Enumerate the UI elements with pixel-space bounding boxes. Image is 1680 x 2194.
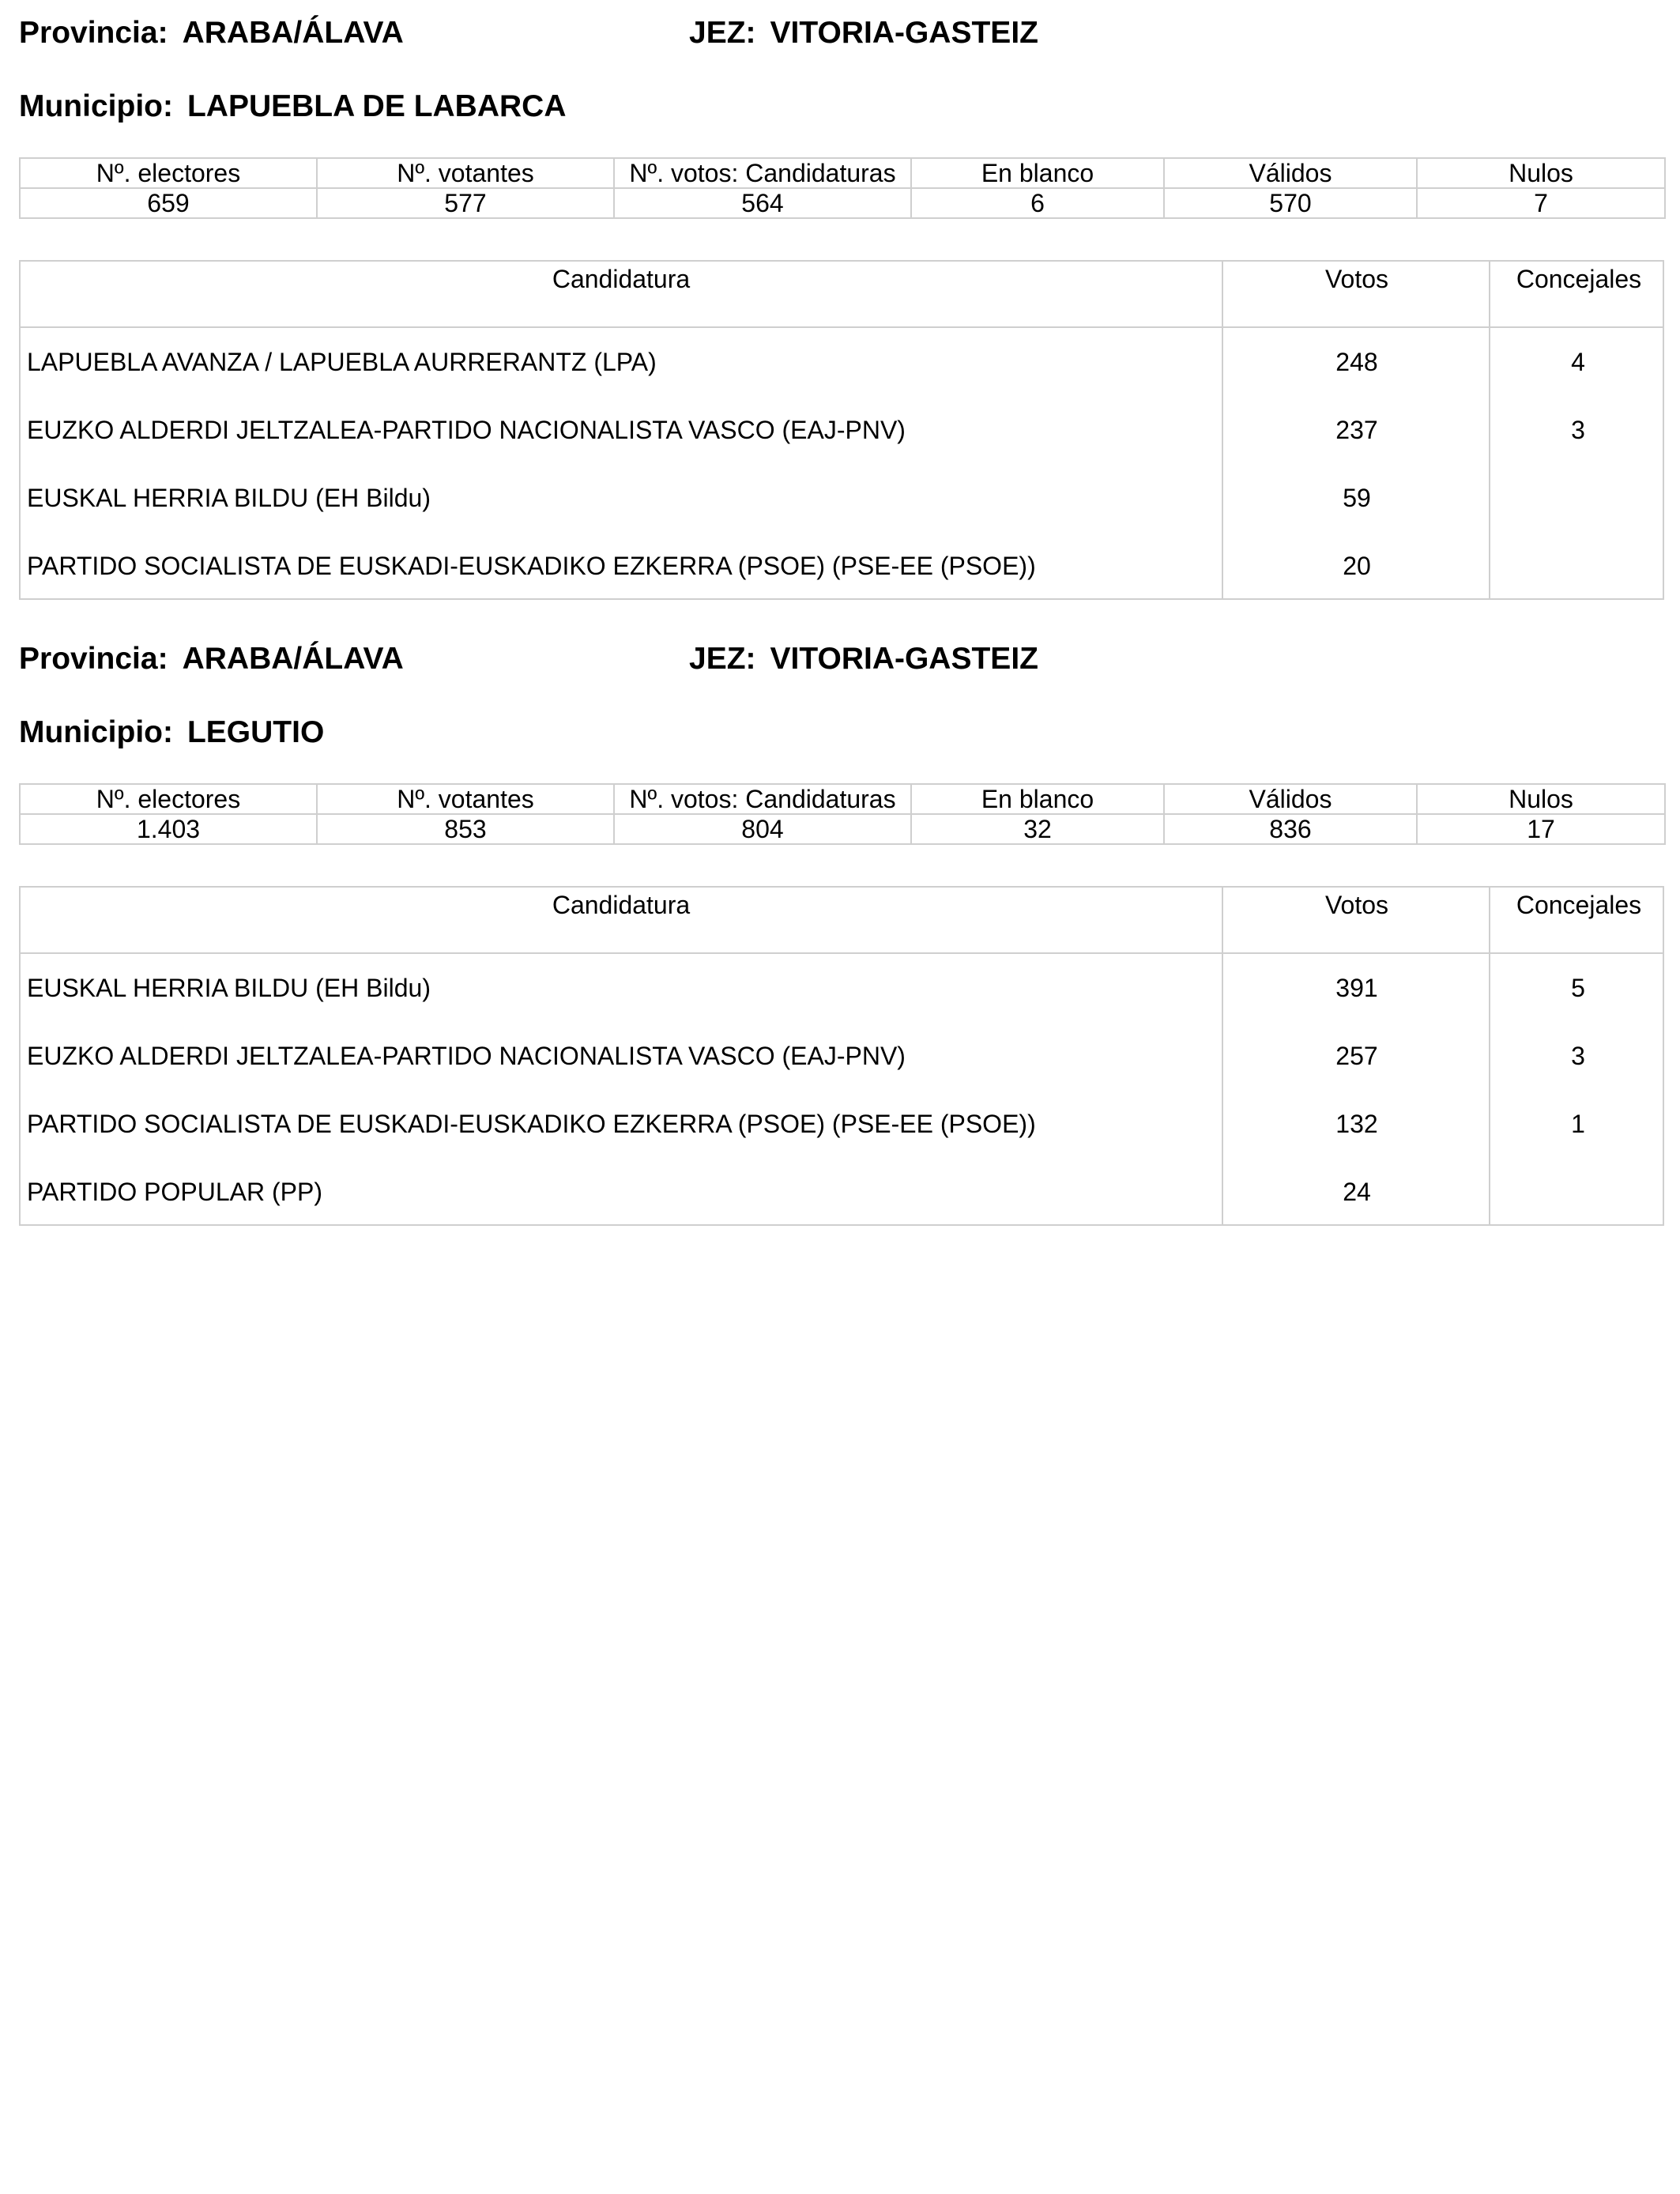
stats-value: 7 — [1417, 188, 1665, 218]
candidaturas-body — [21, 954, 1663, 1224]
stats-header-row — [20, 784, 1665, 814]
candidatura-votos: 248 — [1335, 348, 1378, 376]
candidaturas-table — [19, 886, 1664, 1226]
candidatura-header: Candidatura — [552, 891, 691, 919]
candidaturas-table — [19, 260, 1664, 600]
table-row — [21, 1108, 1666, 1140]
table-row — [21, 1176, 1666, 1208]
candidatura-name: EUZKO ALDERDI JELTZALEA-PARTIDO NACIONALISTA VASCO (EAJ-PNV) — [27, 1042, 906, 1070]
provincia-header — [19, 643, 404, 674]
stats-value: 1.403 — [20, 814, 317, 844]
candidatura-concejales: 5 — [1571, 974, 1585, 1002]
candidatura-name: EUSKAL HERRIA BILDU (EH Bildu) — [27, 974, 431, 1002]
provincia-label: Provincia: — [19, 16, 168, 50]
table-row — [21, 346, 1666, 378]
stats-header: Nº. votantes — [317, 784, 614, 814]
candidatura-name: EUZKO ALDERDI JELTZALEA-PARTIDO NACIONALISTA VASCO (EAJ-PNV) — [27, 416, 906, 444]
candidatura-concejales: 3 — [1571, 1042, 1585, 1070]
candidatura-votos: 24 — [1343, 1178, 1371, 1206]
candidatura-header: Candidatura — [552, 265, 691, 293]
jez-header — [689, 17, 1038, 48]
jez-value: VITORIA-GASTEIZ — [770, 642, 1038, 676]
votos-header: Votos — [1324, 891, 1389, 919]
municipio-header — [19, 91, 567, 122]
candidaturas-header-row — [21, 888, 1663, 954]
stats-header: Nº. electores — [20, 158, 317, 188]
provincia-label: Provincia: — [19, 642, 168, 676]
table-row — [21, 482, 1666, 514]
table-row — [21, 972, 1666, 1004]
candidatura-concejales: 1 — [1571, 1110, 1585, 1138]
concejales-header: Concejales — [1516, 891, 1642, 919]
municipio-value: LAPUEBLA DE LABARCA — [186, 89, 567, 123]
stats-value: 853 — [317, 814, 614, 844]
candidatura-concejales: 4 — [1571, 348, 1585, 376]
jez-value: VITORIA-GASTEIZ — [770, 16, 1038, 50]
votos-header: Votos — [1324, 265, 1389, 293]
stats-header: Válidos — [1164, 784, 1417, 814]
jez-label: JEZ: — [689, 642, 756, 676]
provincia-value: ARABA/ÁLAVA — [182, 642, 404, 676]
stats-header: Nulos — [1417, 158, 1665, 188]
candidaturas-body — [21, 328, 1663, 598]
candidatura-name: EUSKAL HERRIA BILDU (EH Bildu) — [27, 484, 431, 512]
stats-header: Nº. votantes — [317, 158, 614, 188]
stats-header: Nº. votos: Candidaturas — [614, 784, 911, 814]
municipio-label: Municipio: — [19, 715, 173, 749]
stats-value: 17 — [1417, 814, 1665, 844]
stats-table — [19, 157, 1666, 219]
stats-value: 564 — [614, 188, 911, 218]
candidatura-name: PARTIDO SOCIALISTA DE EUSKADI-EUSKADIKO EZKERRA (PSOE) (PSE-EE (PSOE)) — [27, 1110, 1036, 1138]
jez-label: JEZ: — [689, 16, 756, 50]
candidatura-concejales: 3 — [1571, 416, 1585, 444]
stats-value: 804 — [614, 814, 911, 844]
stats-value: 6 — [911, 188, 1164, 218]
stats-value: 659 — [20, 188, 317, 218]
municipio-header — [19, 717, 324, 748]
provincia-header — [19, 17, 404, 48]
concejales-header: Concejales — [1516, 265, 1642, 293]
candidatura-votos: 257 — [1335, 1042, 1378, 1070]
municipio-value: LEGUTIO — [186, 715, 325, 749]
stats-header-row — [20, 158, 1665, 188]
stats-value: 32 — [911, 814, 1164, 844]
municipio-label: Municipio: — [19, 89, 173, 123]
table-row — [21, 1040, 1666, 1072]
stats-header: En blanco — [911, 784, 1164, 814]
candidatura-votos: 237 — [1335, 416, 1378, 444]
stats-value: 836 — [1164, 814, 1417, 844]
stats-header: En blanco — [911, 158, 1164, 188]
stats-value-row — [20, 814, 1665, 844]
stats-header: Nº. electores — [20, 784, 317, 814]
stats-value-row — [20, 188, 1665, 218]
candidatura-name: PARTIDO POPULAR (PP) — [27, 1178, 322, 1206]
jez-header — [689, 643, 1038, 674]
table-row — [21, 414, 1666, 446]
candidatura-name: PARTIDO SOCIALISTA DE EUSKADI-EUSKADIKO EZKERRA (PSOE) (PSE-EE (PSOE)) — [27, 552, 1036, 580]
stats-value: 570 — [1164, 188, 1417, 218]
table-row — [21, 550, 1666, 582]
stats-header: Nº. votos: Candidaturas — [614, 158, 911, 188]
stats-table — [19, 783, 1666, 845]
stats-header: Nulos — [1417, 784, 1665, 814]
stats-header: Válidos — [1164, 158, 1417, 188]
candidatura-votos: 132 — [1335, 1110, 1378, 1138]
candidatura-votos: 391 — [1335, 974, 1378, 1002]
stats-value: 577 — [317, 188, 614, 218]
candidatura-votos: 20 — [1343, 552, 1371, 580]
candidatura-name: LAPUEBLA AVANZA / LAPUEBLA AURRERANTZ (LPA) — [27, 348, 657, 376]
candidaturas-header-row — [21, 262, 1663, 328]
provincia-value: ARABA/ÁLAVA — [182, 16, 404, 50]
candidatura-votos: 59 — [1343, 484, 1371, 512]
